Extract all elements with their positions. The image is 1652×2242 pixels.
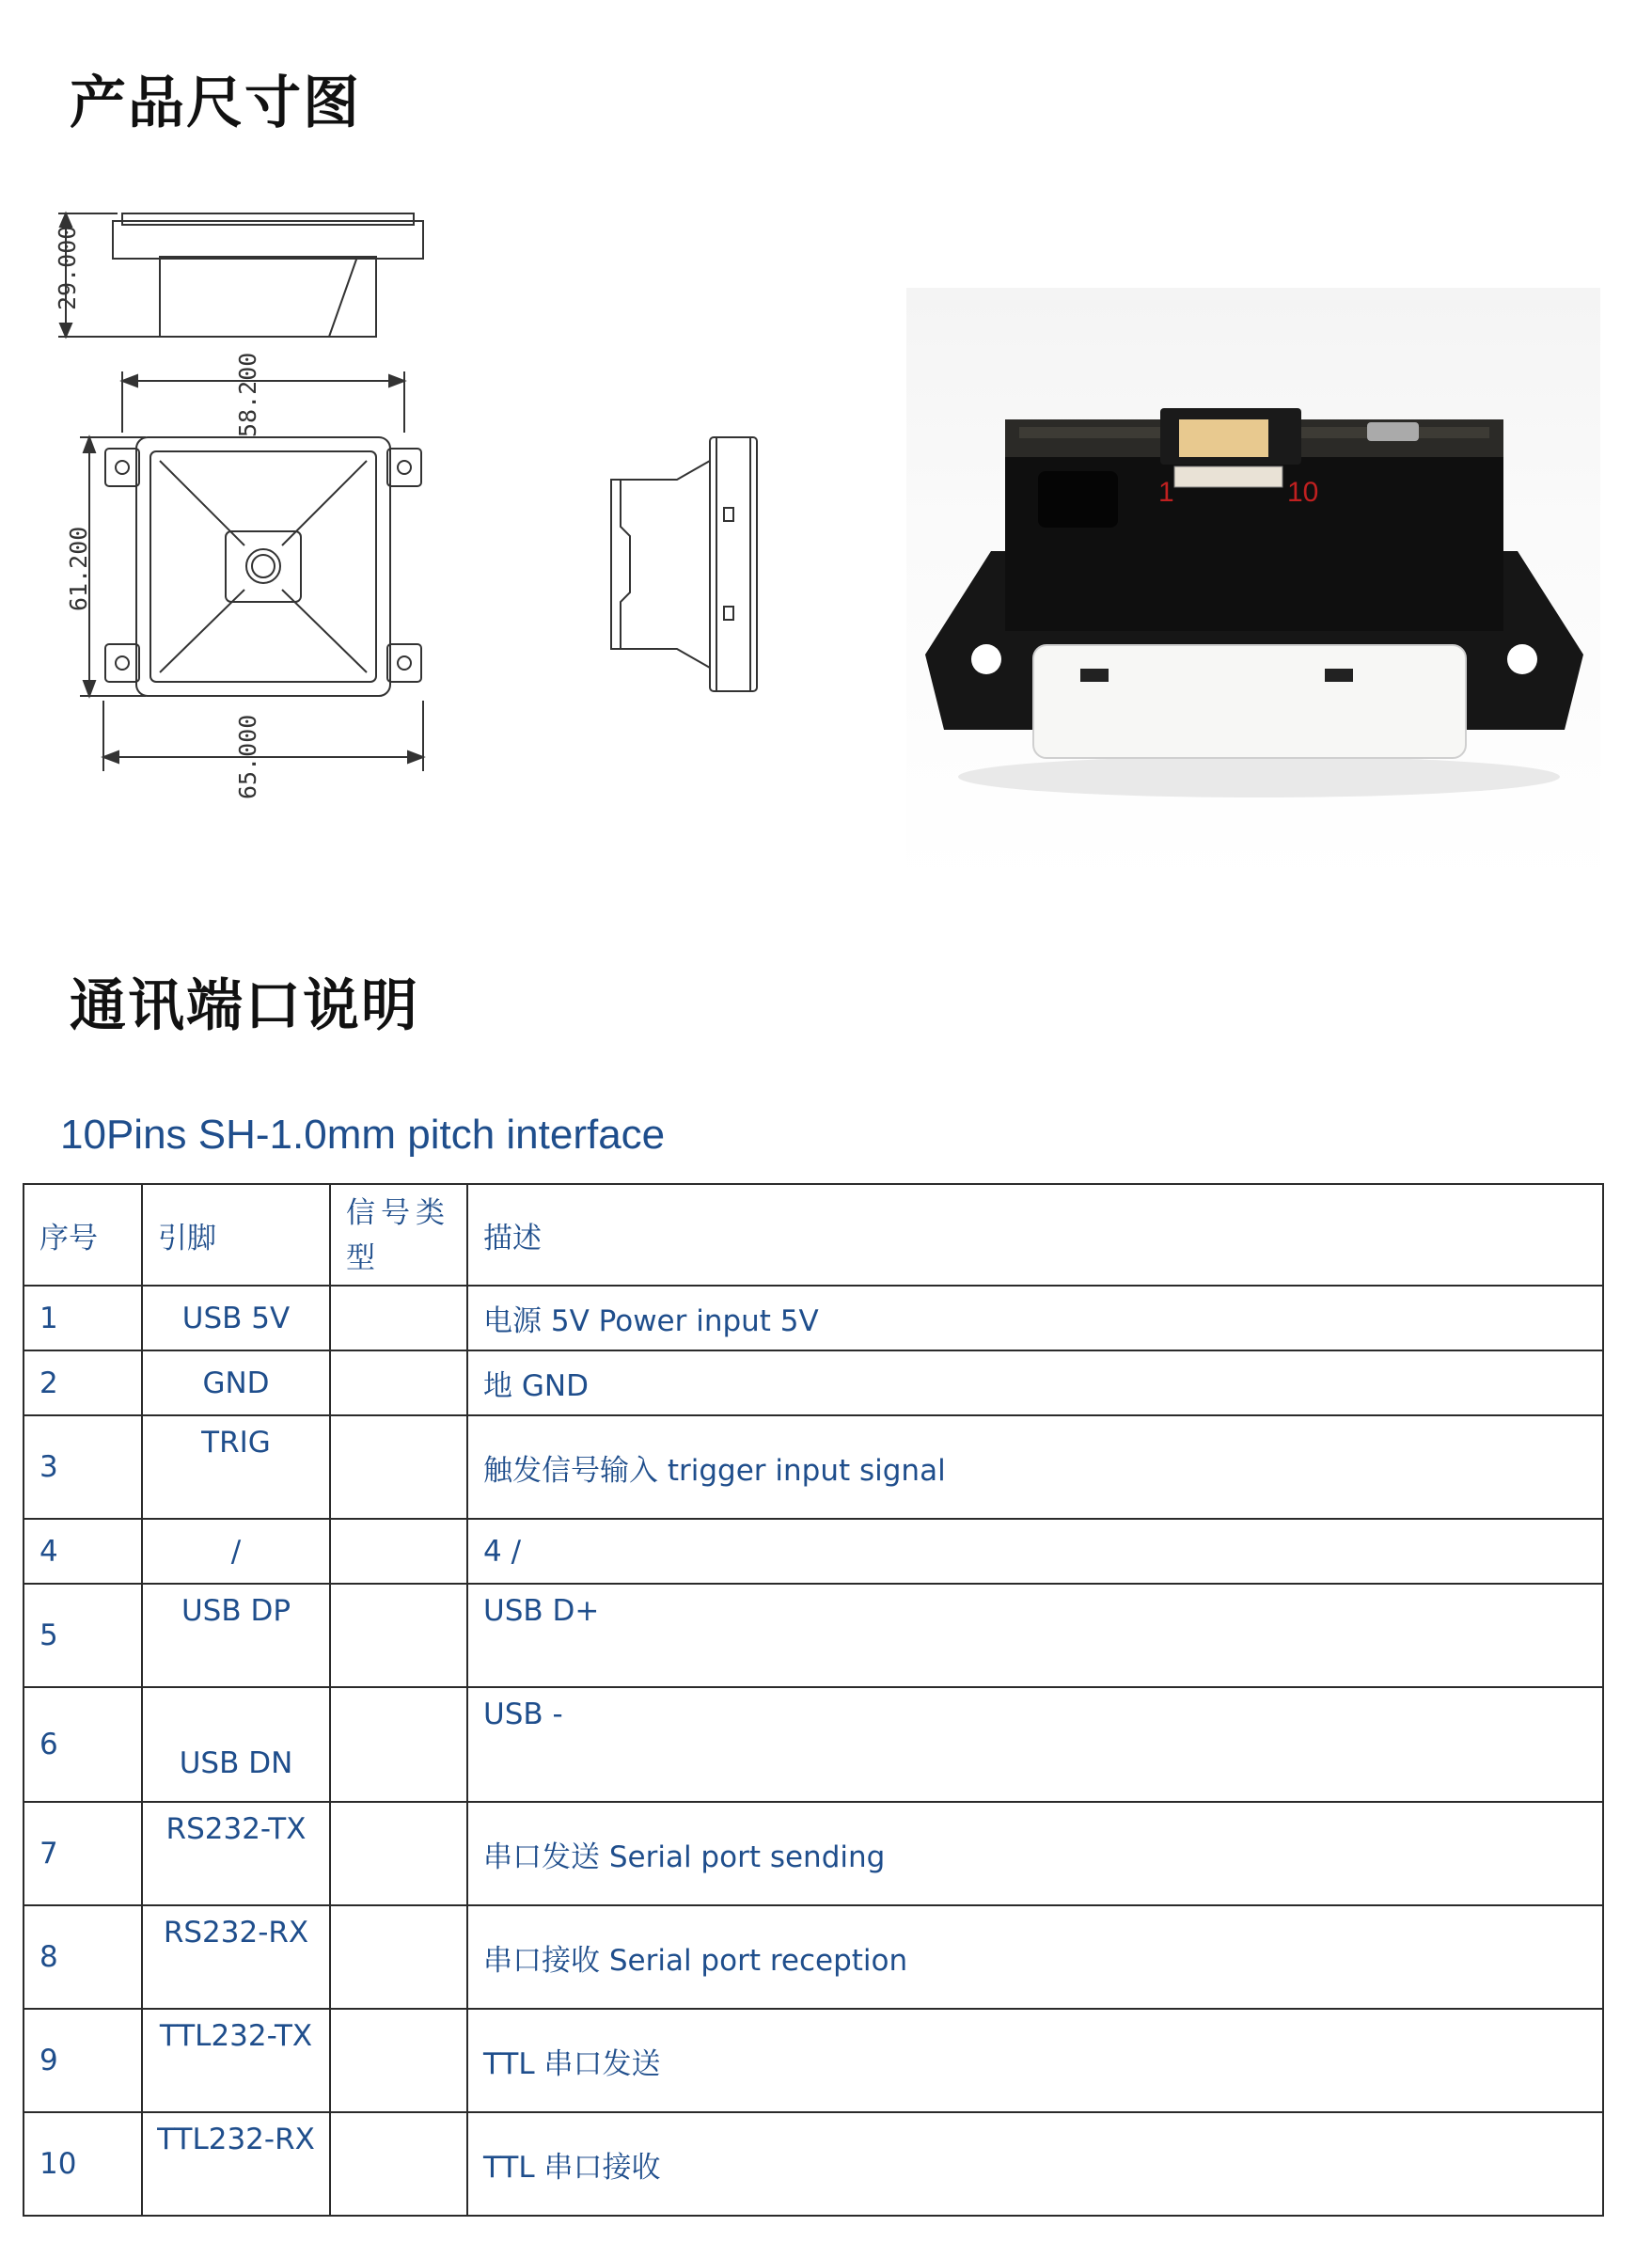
table-row <box>24 1687 1603 1802</box>
row-index: 10 <box>24 2112 142 2216</box>
header-desc: 描述 <box>467 1184 1603 1286</box>
row-pin: USB DP <box>142 1584 330 1687</box>
front-view-drawing <box>56 343 451 804</box>
dim-label-inner-width: 58.200 <box>234 352 261 437</box>
product-photo <box>906 288 1600 886</box>
row-type <box>330 1687 467 1802</box>
row-index: 4 <box>24 1519 142 1584</box>
row-pin: TTL232-TX <box>142 2009 330 2112</box>
row-pin: USB DN <box>142 1687 330 1802</box>
table-row <box>24 1350 1603 1415</box>
header-type: 信号类型 <box>330 1184 467 1286</box>
row-index: 1 <box>24 1286 142 1350</box>
row-pin: USB 5V <box>142 1286 330 1350</box>
row-desc: 串口接收 Serial port reception <box>467 1905 1603 2009</box>
table-row <box>24 1802 1603 1905</box>
table-header-row <box>24 1184 1603 1286</box>
side-view-drawing <box>47 202 442 343</box>
row-pin: RS232-RX <box>142 1905 330 2009</box>
table-row <box>24 2112 1603 2216</box>
row-type <box>330 1802 467 1905</box>
row-type <box>330 2112 467 2216</box>
row-type <box>330 1415 467 1519</box>
table-row <box>24 1415 1603 1519</box>
dim-label-outer-width: 65.000 <box>234 714 261 799</box>
row-pin: RS232-TX <box>142 1802 330 1905</box>
row-pin: TTL232-RX <box>142 2112 330 2216</box>
table-row <box>24 1519 1603 1584</box>
header-index: 序号 <box>24 1184 142 1286</box>
row-type <box>330 1286 467 1350</box>
row-desc: 4 / <box>467 1519 1603 1584</box>
row-type <box>330 1350 467 1415</box>
table-row <box>24 1584 1603 1687</box>
row-index: 3 <box>24 1415 142 1519</box>
row-desc: TTL 串口发送 <box>467 2009 1603 2112</box>
row-index: 9 <box>24 2009 142 2112</box>
pin-label-10: 10 <box>1287 477 1319 508</box>
row-desc: 电源 5V Power input 5V <box>467 1286 1603 1350</box>
row-desc: 触发信号输入 trigger input signal <box>467 1415 1603 1519</box>
row-type <box>330 1519 467 1584</box>
table-row <box>24 2009 1603 2112</box>
header-pin: 引脚 <box>142 1184 330 1286</box>
row-desc: TTL 串口接收 <box>467 2112 1603 2216</box>
row-pin: GND <box>142 1350 330 1415</box>
side-profile-drawing <box>602 433 771 696</box>
row-desc: USB - <box>467 1687 1603 1802</box>
pin-label-1: 1 <box>1158 477 1174 508</box>
row-desc: 地 GND <box>467 1350 1603 1415</box>
row-index: 5 <box>24 1584 142 1687</box>
row-pin: TRIG <box>142 1415 330 1519</box>
dimensions-heading: 产品尺寸图 <box>70 71 361 136</box>
dim-label-height: 61.200 <box>65 526 92 611</box>
table-row <box>24 1286 1603 1350</box>
interface-title: 10Pins SH-1.0mm pitch interface <box>60 1112 666 1158</box>
pin-table <box>23 1183 1604 2217</box>
interface-heading: 通讯端口说明 <box>70 973 419 1039</box>
row-index: 6 <box>24 1687 142 1802</box>
row-pin: / <box>142 1519 330 1584</box>
row-type <box>330 2009 467 2112</box>
row-index: 2 <box>24 1350 142 1415</box>
row-desc: 串口发送 Serial port sending <box>467 1802 1603 1905</box>
row-index: 8 <box>24 1905 142 2009</box>
row-type <box>330 1584 467 1687</box>
table-row <box>24 1905 1603 2009</box>
row-type <box>330 1905 467 2009</box>
dim-label-top-height: 29.000 <box>54 225 81 310</box>
row-index: 7 <box>24 1802 142 1905</box>
row-desc: USB D+ <box>467 1584 1603 1687</box>
